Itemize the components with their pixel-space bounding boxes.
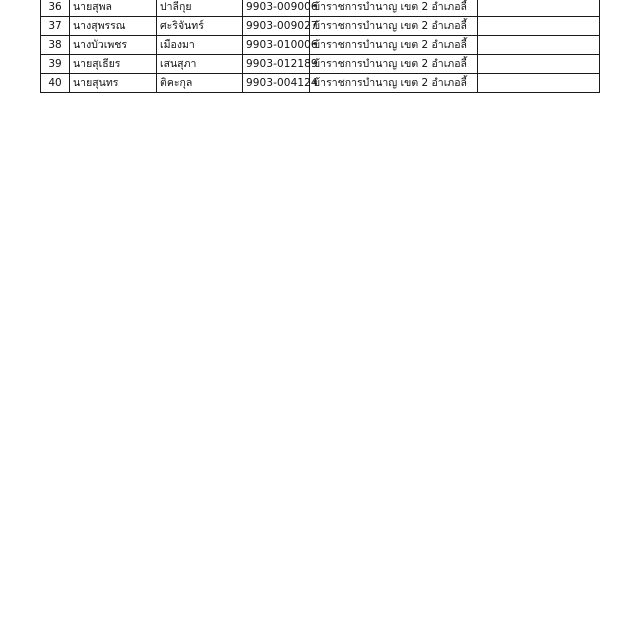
member-code-cell: 9903-009027 [243,17,310,36]
row-number-cell: 38 [41,36,70,55]
last-name-cell: เสนสุภา [157,55,243,74]
member-type-cell: ข้าราชการบำนาญ เขต 2 อำเภอลี้ [310,17,478,36]
note-cell [478,55,600,74]
note-cell [478,36,600,55]
member-table [40,0,600,93]
member-code-cell: 9903-009006 [243,0,310,17]
row-number-cell: 36 [41,0,70,17]
member-type-cell: ข้าราชการบำนาญ เขต 2 อำเภอลี้ [310,0,478,17]
last-name-cell: ติคะกุล [157,74,243,93]
note-cell [478,74,600,93]
row-number-cell: 39 [41,55,70,74]
first-name-cell: นายสุนทร [70,74,157,93]
first-name-cell: นายสุพล [70,0,157,17]
last-name-cell: ปาลีกุย [157,0,243,17]
member-type-cell: ข้าราชการบำนาญ เขต 2 อำเภอลี้ [310,36,478,55]
table-row [41,17,600,36]
row-number-cell: 40 [41,74,70,93]
last-name-cell: เมืองมา [157,36,243,55]
member-type-cell: ข้าราชการบำนาญ เขต 2 อำเภอลี้ [310,74,478,93]
table-row [41,36,600,55]
first-name-cell: นางสุพรรณ [70,17,157,36]
table-row [41,0,600,17]
member-type-cell: ข้าราชการบำนาญ เขต 2 อำเภอลี้ [310,55,478,74]
first-name-cell: นายสุเธียร [70,55,157,74]
table-row [41,74,600,93]
table-row [41,55,600,74]
row-number-cell: 37 [41,17,70,36]
last-name-cell: ศะริจันทร์ [157,17,243,36]
note-cell [478,0,600,17]
member-code-cell: 9903-010006 [243,36,310,55]
member-code-cell: 9903-012189 [243,55,310,74]
member-code-cell: 9903-004124 [243,74,310,93]
member-table-body [41,0,600,93]
note-cell [478,17,600,36]
first-name-cell: นางบัวเพชร [70,36,157,55]
